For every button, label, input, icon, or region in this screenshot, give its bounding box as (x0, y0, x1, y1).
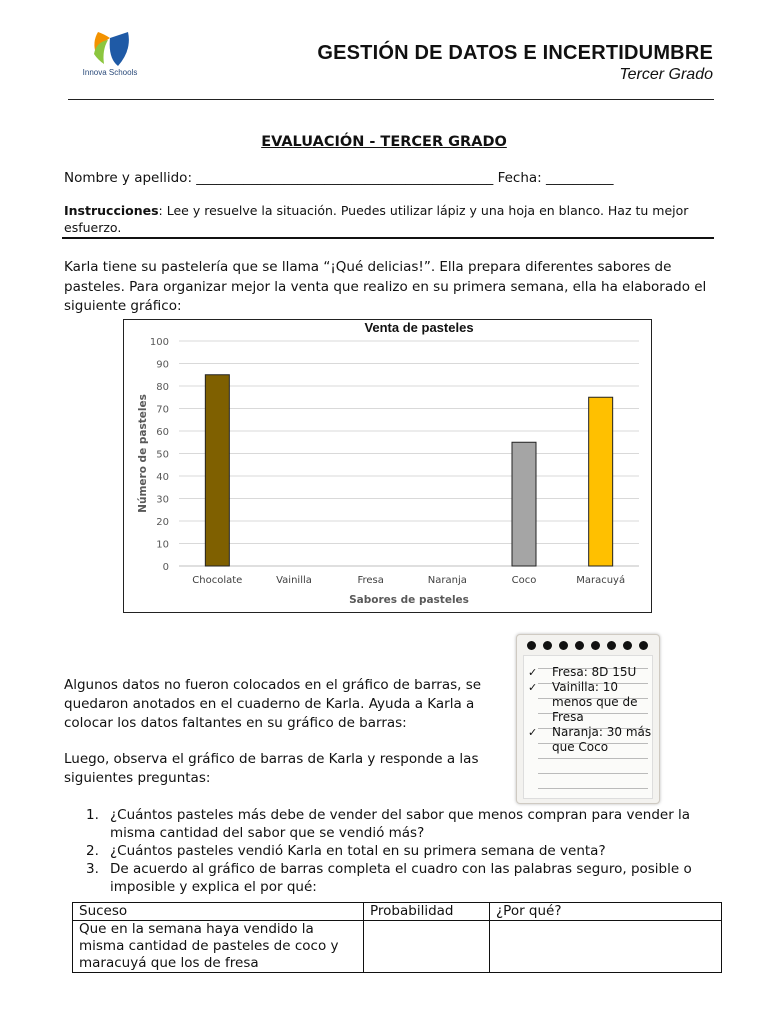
document-title: GESTIÓN DE DATOS E INCERTIDUMBRE (317, 42, 713, 64)
x-tick-label: Chocolate (192, 575, 243, 586)
binding-ring-icon (607, 641, 616, 650)
binding-ring-icon (591, 641, 600, 650)
table-cell-por-que[interactable] (490, 921, 722, 973)
table-cell-suceso: Que en la semana haya vendido la misma cantidad de pasteles de coco y maracuyá que los de fresa (73, 921, 364, 973)
note-item (528, 680, 652, 725)
name-blank[interactable]: ____________________________________________ (196, 170, 494, 186)
instructions-text: : Lee y resuelve la situación. Puedes utilizar lápiz y una hoja en blanco. Haz tu mejor esfuerzo. (64, 203, 689, 235)
document-subtitle: Tercer Grado (619, 66, 713, 83)
question-number: 1. (86, 807, 99, 823)
bar-maracuyá (589, 397, 613, 566)
y-axis-label: Número de pasteles (137, 394, 149, 513)
y-tick-label: 70 (156, 404, 169, 416)
header-divider (68, 99, 714, 100)
binding-ring-icon (575, 641, 584, 650)
instructions-label: Instrucciones (64, 203, 159, 218)
x-tick-label: Naranja (427, 575, 467, 586)
x-tick-label: Vainilla (276, 575, 312, 586)
intro-paragraph: Karla tiene su pastelería que se llama “¡Qué delicias!”. Ella prepara diferentes sabores de pasteles. Para organizar mejor la venta que realizo en su primera semana, ella ha elaborado el siguiente gráfico: (64, 259, 707, 314)
bar-chocolate (205, 375, 229, 566)
note-item-text: Vainilla: 10 menos que de Fresa (552, 680, 638, 724)
table-header-suceso: Suceso (73, 903, 364, 921)
evaluation-title: EVALUACIÓN - TERCER GRADO (261, 134, 507, 150)
probability-table (72, 902, 722, 973)
y-tick-label: 0 (162, 562, 169, 573)
logo-text: Innova Schools (82, 68, 138, 77)
y-tick-label: 100 (149, 337, 169, 348)
y-tick-label: 40 (156, 472, 169, 483)
x-tick-label: Coco (511, 575, 537, 586)
x-tick-label: Fresa (357, 575, 384, 586)
note-paper (523, 655, 653, 799)
x-axis-label: Sabores de pasteles (349, 594, 469, 606)
observe-paragraph: Luego, observa el gráfico de barras de Karla y responde a las siguientes preguntas: (64, 751, 479, 786)
chart-title: Venta de pasteles (364, 320, 474, 335)
y-tick-label: 30 (156, 494, 169, 506)
notebook-note (516, 634, 660, 804)
binding-ring-icon (527, 641, 536, 650)
questions-list (64, 806, 724, 896)
note-item-text: Fresa: 8D 15U (552, 665, 637, 679)
table-row (73, 921, 722, 973)
note-rule (538, 758, 648, 759)
note-item-text: Naranja: 30 más que Coco (552, 725, 652, 754)
name-label: Nombre y apellido: (64, 170, 192, 186)
question-item (64, 842, 724, 860)
y-tick-label: 50 (156, 449, 169, 461)
question-text: ¿Cuántos pasteles vendió Karla en total en su primera semana de venta? (110, 843, 606, 859)
question-number: 3. (86, 861, 99, 877)
binding-ring-icon (559, 641, 568, 650)
instructions-divider (62, 237, 714, 239)
note-item (528, 665, 652, 680)
check-icon: ✓ (528, 681, 538, 694)
binding-ring-icon (639, 641, 648, 650)
y-tick-label: 60 (156, 427, 169, 438)
table-cell-probabilidad[interactable] (364, 921, 490, 973)
missing-data-paragraph: Algunos datos no fueron colocados en el gráfico de barras, se quedaron anotados en el cuaderno de Karla. Ayuda a Karla a colocar los datos faltantes en su gráfico de barras: (64, 677, 482, 731)
check-icon: ✓ (528, 726, 538, 739)
y-tick-label: 80 (156, 382, 169, 393)
question-text: De acuerdo al gráfico de barras completa el cuadro con las palabras seguro, posible o imposible y explica el por qué: (110, 861, 692, 895)
note-rule (538, 773, 648, 774)
note-rule (538, 788, 648, 789)
question-item (64, 806, 724, 842)
x-tick-label: Maracuyá (576, 575, 626, 586)
innova-schools-logo-icon (88, 28, 138, 90)
instructions (64, 202, 704, 236)
question-item (64, 860, 724, 896)
check-icon: ✓ (528, 666, 538, 679)
table-header-probabilidad: Probabilidad (364, 903, 490, 921)
chart-svg (124, 320, 651, 612)
table-header-row (73, 903, 722, 921)
bar-chart (123, 319, 652, 613)
binding-ring-icon (543, 641, 552, 650)
question-number: 2. (86, 843, 99, 859)
bar-coco (512, 442, 536, 566)
question-text: ¿Cuántos pasteles más debe de vender del sabor que menos compran para vender la misma cantidad del sabor que se vendió más? (110, 807, 691, 841)
note-item (528, 725, 652, 755)
y-tick-label: 90 (156, 359, 169, 371)
name-date-line (64, 170, 614, 186)
date-blank[interactable]: __________ (546, 170, 614, 186)
table-header-por-que: ¿Por qué? (490, 903, 722, 921)
y-tick-label: 20 (156, 517, 169, 528)
y-tick-label: 10 (156, 539, 169, 551)
date-label: Fecha: (497, 170, 542, 186)
binding-ring-icon (623, 641, 632, 650)
